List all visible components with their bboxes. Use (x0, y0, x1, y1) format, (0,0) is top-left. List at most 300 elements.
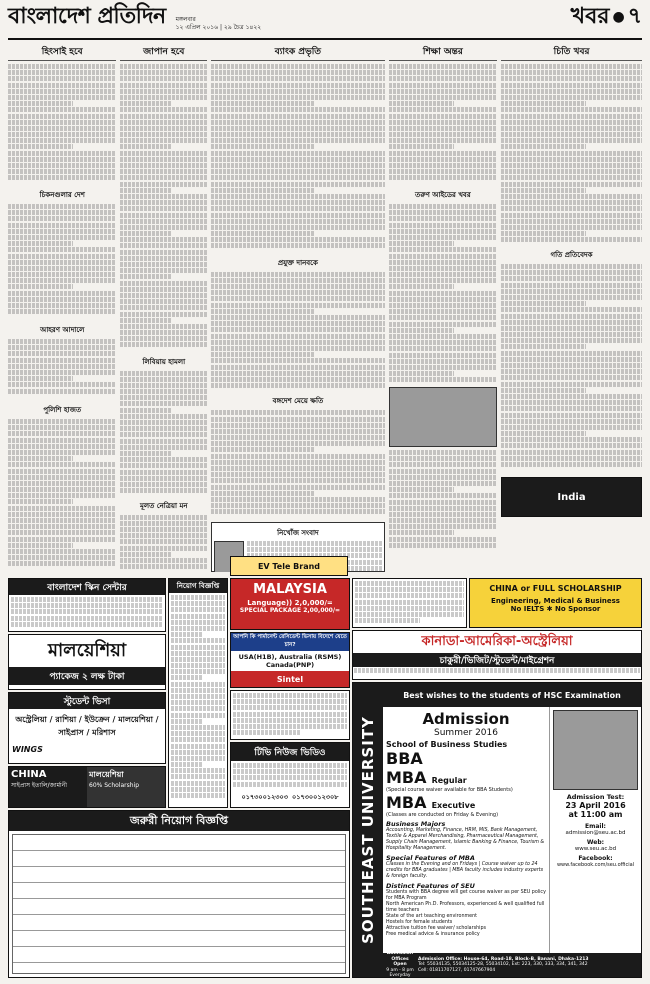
text-line (501, 431, 586, 436)
urgent-recruitment-ad (8, 810, 350, 978)
text-line (171, 669, 225, 674)
masthead (8, 3, 642, 40)
text-line (120, 342, 207, 347)
text-line (8, 431, 116, 436)
article-headline: মূলত নেত্রিয়া মন (139, 500, 188, 510)
tv-news-phones (231, 789, 349, 805)
text-line (211, 321, 384, 326)
text-line (501, 419, 642, 424)
text-line (389, 144, 454, 149)
text-line (211, 303, 384, 308)
small-right-body (353, 579, 466, 627)
text-line (120, 552, 172, 557)
bullet-icon: ● (612, 9, 625, 25)
text-line (120, 445, 207, 450)
text-line (211, 138, 384, 143)
text-line (211, 346, 384, 351)
text-line (120, 330, 207, 335)
seu-distinct-item: Students with BBA degree will get course waiver as per SEU policy for MBA Program (386, 890, 546, 901)
text-line (120, 470, 207, 475)
seu-exec-note: (Classes are conducted on Friday & Evening) (386, 812, 499, 818)
text-line (171, 725, 225, 730)
text-line (8, 175, 116, 180)
text-line (171, 719, 203, 724)
seu-email-heading: Email: (585, 823, 606, 830)
text-line (501, 289, 642, 294)
text-line (8, 518, 116, 523)
text-line (355, 618, 420, 623)
seu-majors-heading: Business Majors (386, 820, 446, 828)
text-line (233, 699, 347, 704)
text-line (389, 151, 497, 156)
text-line (120, 250, 207, 255)
text-line (120, 188, 172, 193)
text-line (233, 724, 347, 729)
article-headline: পুলিশি হাজত (43, 405, 82, 414)
text-line (501, 400, 642, 405)
text-line (389, 70, 497, 75)
text-line (8, 223, 116, 228)
seu-term: Summer 2016 (434, 728, 498, 738)
text-line (8, 151, 116, 156)
text-line (11, 622, 163, 627)
text-line (389, 543, 497, 548)
text-line (501, 182, 642, 187)
text-line (8, 210, 116, 215)
malaysia-package: প্যাকেজ ২ লক্ষ টাকা (9, 667, 165, 685)
text-line (171, 706, 225, 711)
article-headline: চিকনগুলার দেশ (39, 190, 85, 199)
article-body (211, 410, 384, 519)
text-line (501, 132, 642, 137)
text-line (389, 114, 497, 119)
text-line (211, 219, 384, 224)
text-line (8, 114, 116, 119)
text-line (8, 543, 73, 548)
text-line (501, 225, 642, 230)
text-line (120, 439, 207, 444)
text-line (389, 120, 497, 125)
text-line (389, 241, 454, 246)
text-line (389, 260, 497, 265)
article-headline: হিংসাই হবে (8, 44, 116, 61)
text-line (501, 107, 642, 112)
text-line (211, 466, 384, 471)
text-line (501, 101, 586, 106)
text-line (120, 539, 207, 544)
text-line (501, 188, 586, 193)
seu-admission-ad (352, 682, 642, 978)
text-line (8, 247, 116, 252)
text-line (8, 126, 116, 131)
text-line (8, 444, 116, 449)
text-line (501, 126, 642, 131)
text-line (120, 546, 207, 551)
text-line (501, 270, 642, 275)
text-line (171, 651, 225, 656)
china-title: CHINA (11, 769, 47, 780)
text-line (211, 114, 384, 119)
text-line (8, 120, 116, 125)
text-line (8, 419, 116, 424)
text-line (211, 206, 384, 211)
text-line (211, 278, 384, 283)
text-line (120, 527, 207, 532)
seu-distinct-list (386, 890, 546, 938)
text-line (171, 688, 225, 693)
text-line (233, 769, 347, 774)
text-line (120, 219, 207, 224)
text-line (8, 297, 116, 302)
text-line (501, 357, 642, 362)
text-line (120, 157, 207, 162)
seu-brand-strip (353, 683, 383, 977)
text-line (8, 506, 116, 511)
seu-left (383, 707, 549, 953)
canada-sub: চাকুরী/ভিজিট/স্টুডেন্ট/মাইগ্রেশন (353, 653, 641, 667)
text-line (8, 456, 73, 461)
text-line (389, 359, 497, 364)
text-line (355, 593, 464, 598)
text-line (501, 206, 642, 211)
text-line (120, 206, 207, 211)
text-line (501, 157, 642, 162)
pnp-countries: USA(H1B), Australia (RSMS) Canada(PNP) (238, 653, 342, 669)
text-line (389, 450, 497, 455)
text-line (171, 595, 225, 600)
seu-distinct-item: North American Ph.D. Professors, experienced & well qualified full time teachers (386, 902, 545, 913)
text-line (501, 231, 586, 236)
text-line (389, 235, 497, 240)
skin-center-ad (8, 578, 166, 632)
text-line (501, 388, 586, 393)
text-line (389, 64, 497, 69)
text-line (211, 309, 315, 314)
text-line (120, 401, 207, 406)
text-line (8, 144, 73, 149)
article-body (120, 515, 207, 572)
text-line (8, 132, 116, 137)
text-line (120, 138, 207, 143)
text-line (211, 76, 384, 81)
seu-web-heading: Web: (586, 839, 605, 846)
tv-phone-2: ০১৭৩০০১২৩০৮ (292, 792, 339, 801)
seu-email: admission@seu.ac.bd (565, 830, 626, 836)
text-line (211, 175, 384, 180)
page-number: ৭ (627, 3, 642, 29)
seu-cell: Cell: 01811707127, 01747667904 (418, 967, 496, 973)
text-line (171, 781, 225, 786)
text-line (389, 518, 497, 523)
text-line (120, 488, 207, 493)
tv-news-video-ad (230, 742, 350, 808)
text-line (211, 70, 384, 75)
seu-office-time: 9 am - 8 pm Everyday (386, 967, 414, 978)
text-line (120, 95, 207, 100)
seu-features-heading: Special Features of MBA (386, 854, 475, 862)
text-line (171, 620, 225, 625)
seu-features: Classes in the Evening and on Fridays | Course waiver up to 24 credits for BBA graduates | MBA faculty includes industry experts & foreign faculty. (386, 862, 544, 879)
seu-office-hours (385, 951, 415, 978)
text-line (233, 693, 347, 698)
text-line (8, 376, 73, 381)
text-line (120, 163, 207, 168)
text-line (501, 213, 642, 218)
seu-brand: SOUTHEAST UNIVERSITY (359, 716, 377, 944)
text-line (501, 120, 642, 125)
text-line (171, 645, 225, 650)
text-line (171, 744, 225, 749)
article-body (389, 450, 497, 550)
article-headline: প্রযুক্ত দানবকে (277, 257, 318, 267)
seu-distinct-item: Hostels for female students (386, 920, 453, 925)
text-line (389, 254, 497, 259)
seu-mba-executive: Executive (431, 801, 476, 810)
text-line (8, 537, 116, 542)
text-line (120, 262, 207, 267)
text-line (247, 541, 381, 546)
canada-body (353, 667, 641, 679)
tv-news-body (231, 761, 349, 789)
text-line (211, 352, 315, 357)
text-line (120, 371, 207, 376)
text-line (501, 95, 642, 100)
text-line (11, 597, 163, 602)
text-line (211, 441, 384, 446)
text-line (354, 668, 640, 673)
text-line (211, 334, 384, 339)
text-line (8, 425, 116, 430)
scholarship-sub: Engineering, Medical & Business (491, 597, 620, 605)
text-line (389, 272, 497, 277)
seu-best-wishes: Best wishes to the students of HSC Examination (383, 683, 641, 707)
text-line (501, 394, 642, 399)
seu-web: www.seu.ac.bd (574, 846, 617, 852)
malaysia2-title: MALAYSIA (253, 581, 327, 597)
article-body (501, 64, 642, 244)
text-line (8, 364, 116, 369)
text-line (120, 126, 207, 131)
text-line (211, 410, 384, 415)
article-headline: শিক্ষা অন্তর (389, 44, 497, 61)
text-line (211, 478, 384, 483)
text-line (389, 132, 497, 137)
seu-mba-2: MBA (386, 793, 427, 812)
text-line (11, 609, 163, 614)
text-line (8, 462, 116, 467)
column-5 (501, 44, 642, 572)
article-headline: ব্যাংক প্রভৃতি (211, 44, 384, 61)
text-line (120, 231, 172, 236)
text-line (8, 272, 116, 277)
india-ad (501, 477, 642, 517)
text-line (171, 731, 225, 736)
column-1 (8, 44, 116, 572)
text-line (389, 89, 497, 94)
notice-headline: নিখোঁজ সংবাদ (277, 528, 319, 537)
text-line (389, 328, 454, 333)
language-package: Language)) 2,0,000/= (247, 599, 333, 607)
text-line (501, 114, 642, 119)
text-line (8, 83, 116, 88)
text-line (211, 151, 384, 156)
text-line (501, 89, 642, 94)
text-line (501, 314, 642, 319)
seu-test-time: at 11:00 am (568, 810, 623, 819)
text-line (501, 169, 642, 174)
text-line (171, 663, 225, 668)
article-headline: জাপান হবে (120, 44, 207, 61)
text-line (211, 485, 384, 490)
text-line (389, 247, 497, 252)
article-body (211, 272, 384, 391)
text-line (501, 369, 642, 374)
text-line (120, 225, 207, 230)
seu-distinct-heading: Distinct Features of SEU (386, 882, 475, 890)
text-line (501, 425, 642, 430)
text-line (211, 101, 315, 106)
middle-recruitment-body (169, 593, 227, 803)
text-line (501, 462, 642, 467)
column-3 (211, 44, 384, 572)
scholarship-title: CHINA or FULL SCHOLARSHIP (489, 583, 622, 593)
text-line (120, 76, 207, 81)
text-line (389, 101, 454, 106)
text-line (389, 266, 497, 271)
text-line (11, 603, 163, 608)
article-headline: গতি প্রতিবেদক (550, 250, 593, 259)
text-line (501, 83, 642, 88)
text-line (120, 268, 207, 273)
text-line (120, 107, 207, 112)
text-line (120, 408, 172, 413)
text-line (389, 512, 497, 517)
weekday: মঙ্গলবার (175, 16, 196, 23)
text-line (120, 89, 207, 94)
text-line (8, 64, 116, 69)
text-line (120, 463, 207, 468)
scholarship-note: 60% Scholarship (89, 782, 140, 789)
text-line (171, 700, 225, 705)
news-columns (8, 44, 642, 572)
scholarship-sub2: No IELTS ✱ No Sponsor (510, 605, 601, 613)
text-line (8, 95, 116, 100)
seu-fb-heading: Facebook: (578, 855, 613, 862)
text-line (120, 533, 207, 538)
text-line (120, 336, 207, 341)
text-line (120, 256, 207, 261)
section-name: খবর (570, 3, 610, 29)
text-line (120, 457, 207, 462)
text-line (8, 524, 116, 529)
text-line (389, 291, 497, 296)
text-line (120, 64, 207, 69)
text-line (355, 587, 464, 592)
text-line (501, 194, 642, 199)
text-line (8, 370, 116, 375)
text-line (171, 768, 225, 773)
text-line (501, 76, 642, 81)
text-line (211, 423, 384, 428)
text-line (389, 377, 497, 382)
text-line (120, 70, 207, 75)
text-line (8, 241, 73, 246)
text-line (501, 138, 642, 143)
article-body (501, 264, 642, 474)
text-line (389, 493, 497, 498)
seu-waiver: (Special course waiver available for BBA Students) (386, 787, 513, 793)
text-line (120, 377, 207, 382)
text-line (211, 290, 384, 295)
recruitment-table (9, 831, 349, 977)
text-line (389, 456, 497, 461)
text-line (389, 303, 497, 308)
full-scholarship-ad (469, 578, 642, 628)
text-line (8, 76, 116, 81)
article-headline: চিতি খবর (501, 44, 642, 61)
text-line (501, 64, 642, 69)
article-headline: বঙ্গদেশ মেয়ে ক্ষতি (272, 396, 324, 406)
skin-center-title: বাংলাদেশ স্কিন সেন্টার (9, 579, 165, 595)
text-line (120, 120, 207, 125)
text-line (120, 175, 207, 180)
text-line (8, 229, 116, 234)
text-line (389, 210, 497, 215)
text-line (171, 713, 225, 718)
seu-students-photo (553, 710, 638, 790)
text-line (171, 762, 203, 767)
text-line (389, 506, 497, 511)
text-line (501, 301, 586, 306)
text-line (211, 447, 315, 452)
text-line (120, 287, 207, 292)
text-line (211, 237, 384, 242)
student-visa-countries: অস্ট্রেলিয়া / রাশিয়া / ইউক্রেন / মালয়েশিয়া / সাইপ্রাস / মরিশাস (15, 715, 159, 737)
text-line (8, 138, 116, 143)
text-line (389, 204, 497, 209)
seu-mba: MBA (386, 768, 427, 787)
seu-office-heading: Admission Offices Open (386, 951, 414, 968)
text-line (211, 371, 384, 376)
text-line (211, 284, 384, 289)
text-line (120, 243, 207, 248)
article-body (120, 371, 207, 495)
text-line (120, 383, 207, 388)
text-line (501, 382, 642, 387)
malaysia-package-ad (8, 634, 166, 690)
text-line (211, 213, 384, 218)
seu-mba-regular: Regular (431, 776, 467, 785)
masthead-date (176, 16, 262, 32)
text-line (211, 435, 384, 440)
text-line (501, 437, 642, 442)
article-body (8, 419, 116, 569)
text-line (389, 462, 497, 467)
text-line (501, 332, 642, 337)
text-line (120, 274, 172, 279)
seu-distinct-item: State of the art teaching environment (386, 914, 478, 919)
text-line (171, 675, 203, 680)
text-line (211, 132, 384, 137)
text-line (171, 737, 225, 742)
text-line (211, 182, 384, 187)
text-line (171, 787, 225, 792)
text-line (501, 326, 642, 331)
text-line (211, 243, 384, 248)
malaysia-title: মালয়েশিয়া (47, 639, 127, 661)
text-line (120, 299, 207, 304)
text-line (501, 363, 642, 368)
